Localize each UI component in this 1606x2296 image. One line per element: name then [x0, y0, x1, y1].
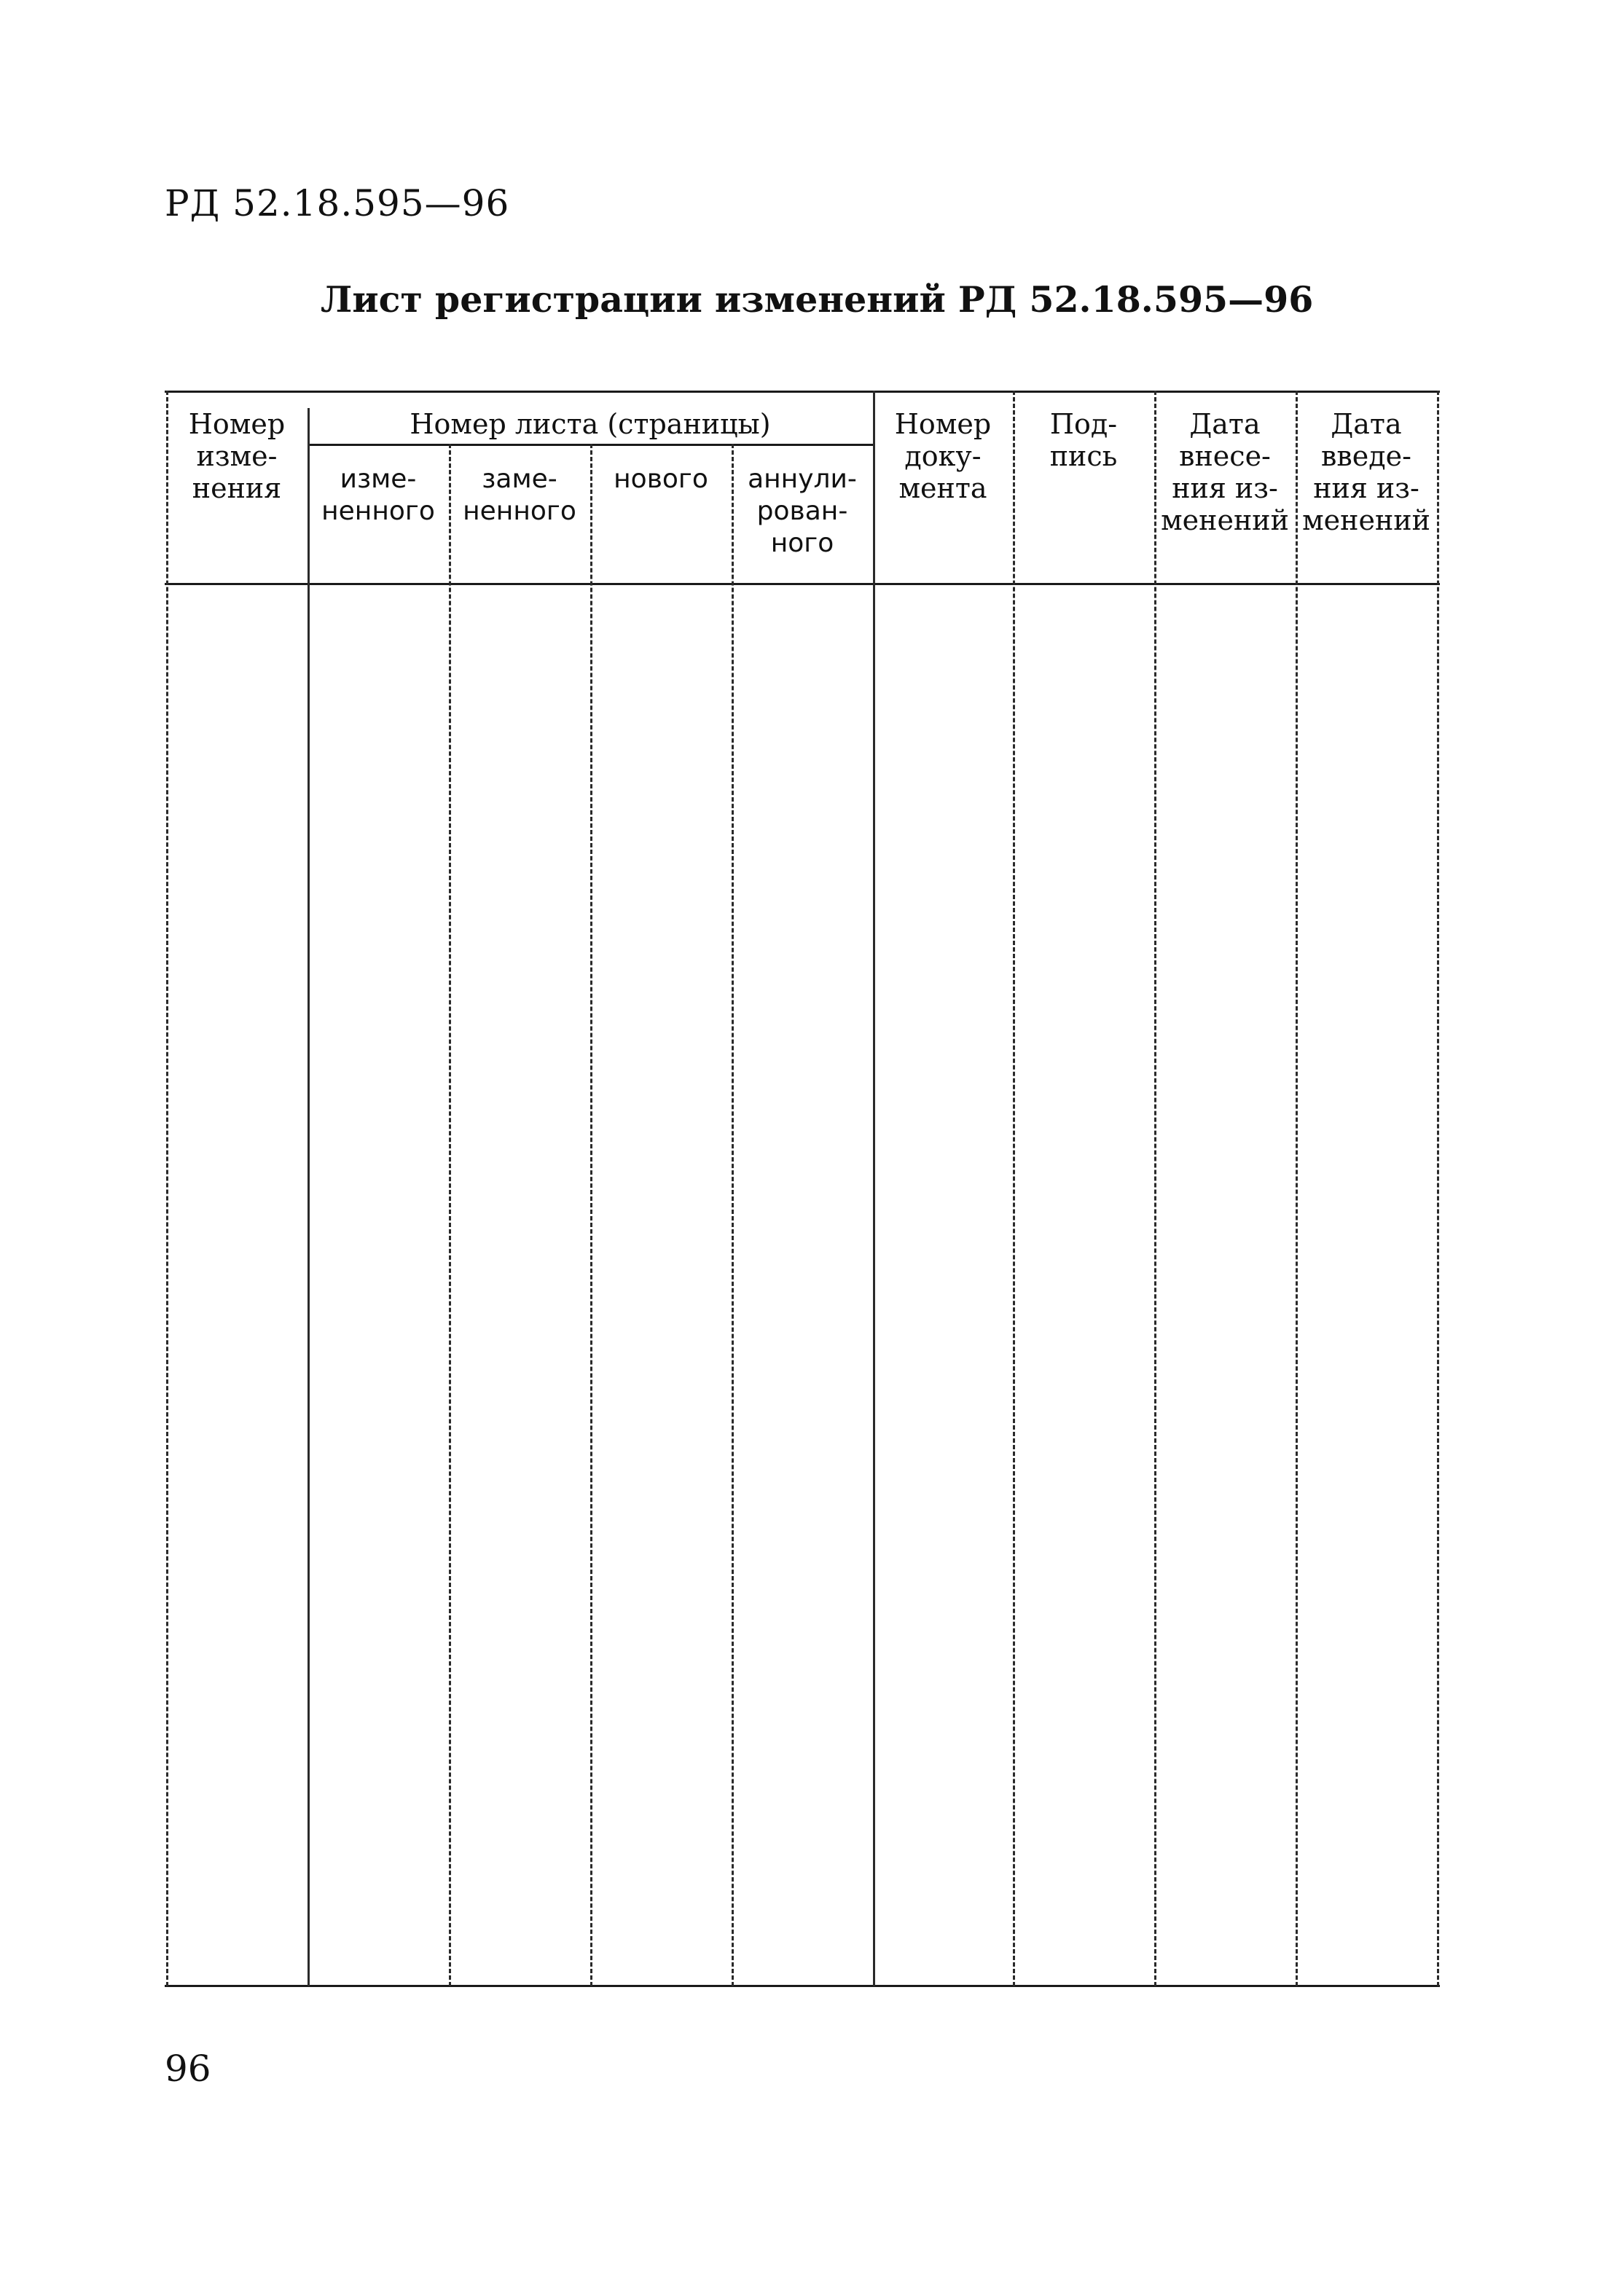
- header-document-number: Номер доку- мента: [894, 408, 992, 504]
- sheet-title: Лист регистрации изменений РД 52.18.595—96: [321, 278, 1314, 321]
- table-bottom-border: [165, 1985, 1440, 1987]
- header-signature: Под- пись: [1049, 408, 1118, 472]
- column-line: [1437, 391, 1439, 1986]
- header-sheet-number-group: Номер листа (страницы): [410, 408, 771, 440]
- column-line: [590, 444, 592, 1986]
- header-new-sheet: нового: [614, 464, 708, 494]
- column-line: [1013, 391, 1015, 1986]
- column-line: [166, 391, 168, 1986]
- column-line: [873, 391, 875, 1986]
- header-change-number: Номер изме- нения: [188, 408, 286, 504]
- column-line: [308, 408, 310, 1986]
- document-code: РД 52.18.595—96: [165, 182, 510, 224]
- column-line: [732, 444, 734, 1986]
- header-replaced-sheet: заме- ненного: [463, 464, 576, 526]
- page-number: 96: [165, 2048, 211, 2090]
- column-line: [1296, 391, 1298, 1986]
- column-line: [1154, 391, 1156, 1986]
- header-changed-sheet: изме- ненного: [321, 464, 435, 526]
- header-entry-date: Дата внесе- ния из- менений: [1161, 408, 1289, 536]
- header-cancelled-sheet: аннули- рован- ного: [748, 464, 857, 558]
- header-bottom-border: [165, 583, 1440, 585]
- header-effective-date: Дата введе- ния из- менений: [1302, 408, 1430, 536]
- table-top-border: [165, 391, 1440, 393]
- column-line: [449, 444, 451, 1986]
